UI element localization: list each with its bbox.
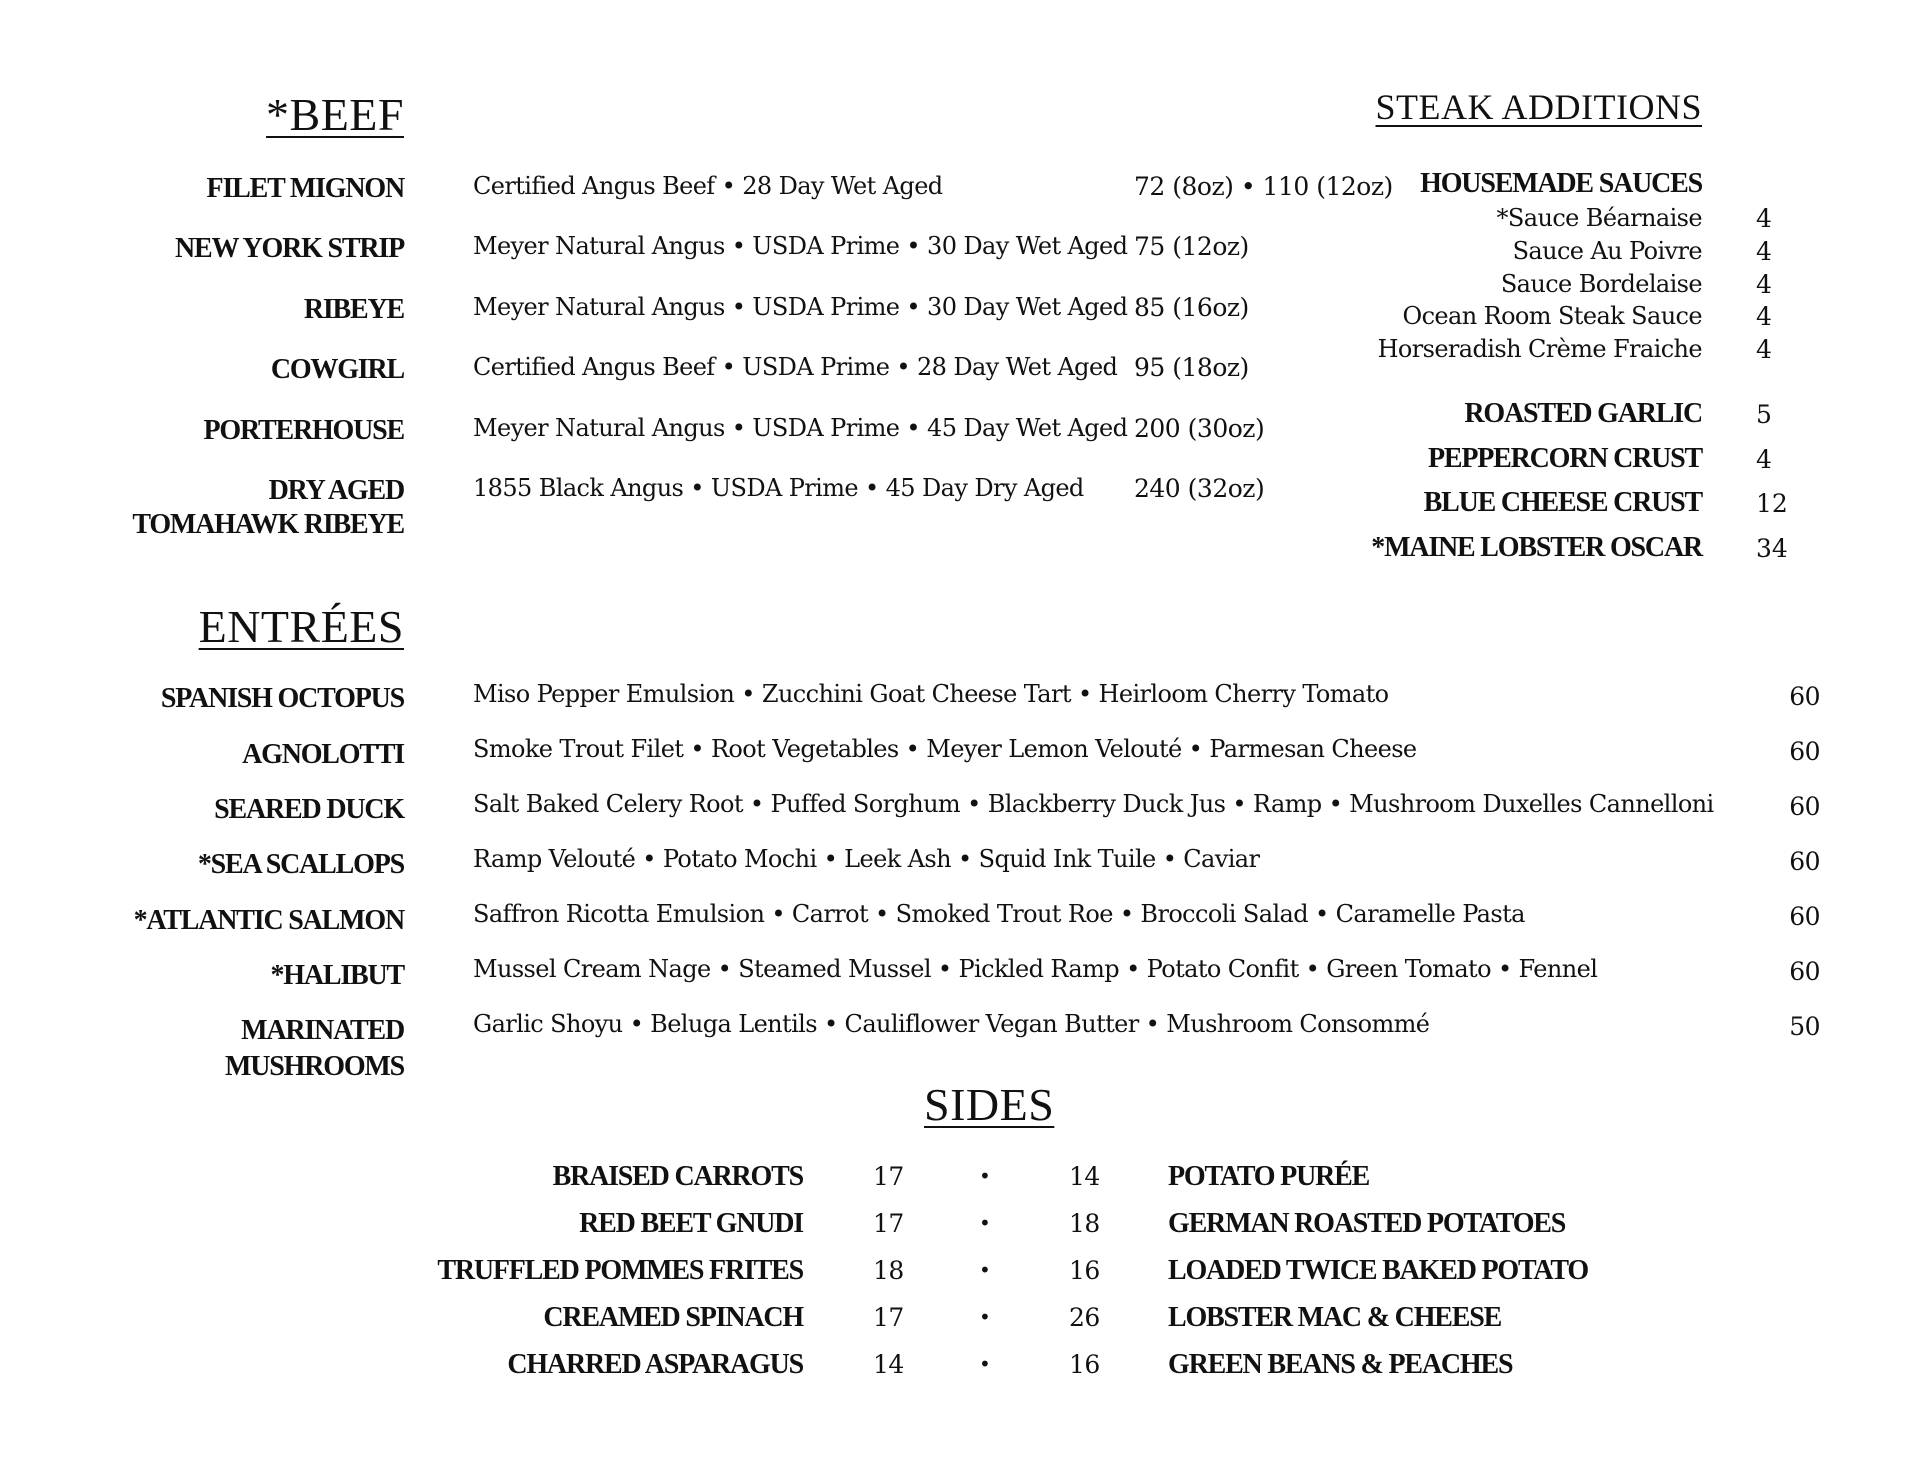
entree-item-price: 60 [1789,792,1820,821]
entree-item-desc: Mussel Cream Nage • Steamed Mussel • Pickled Ramp • Potato Confit • Green Tomato • Fennel [473,955,1598,983]
beef-item-name: DRY AGED [268,475,404,506]
entree-item-name: SEARED DUCK [214,794,404,825]
sauce-name: Ocean Room Steak Sauce [1402,302,1702,330]
sauce-price: 4 [1756,204,1772,233]
entrees-title: ENTRÉES [198,601,404,652]
beef-item-name: COWGIRL [270,354,404,385]
sauce-price: 4 [1756,270,1772,299]
entree-item-name: MARINATED [241,1015,404,1046]
beef-item-desc: Meyer Natural Angus • USDA Prime • 45 Day Wet Aged [473,414,1128,442]
beef-item-name-line2: TOMAHAWK RIBEYE [132,509,404,540]
side-price-left: 14 [873,1350,904,1379]
beef-item-name: RIBEYE [303,294,404,325]
beef-item-name: FILET MIGNON [206,173,404,204]
beef-item-price: 240 (32oz) [1134,474,1265,503]
entree-item-desc: Saffron Ricotta Emulsion • Carrot • Smoked Trout Roe • Broccoli Salad • Caramelle Pasta [473,900,1525,928]
side-divider-dot: • [979,1305,991,1329]
entree-item-desc: Smoke Trout Filet • Root Vegetables • Meyer Lemon Velouté • Parmesan Cheese [473,735,1417,763]
side-name-left: TRUFFLED POMMES FRITES [437,1255,803,1286]
entree-item-price: 60 [1789,682,1820,711]
side-price-right: 16 [1069,1350,1100,1379]
side-price-left: 17 [873,1162,904,1191]
side-price-right: 16 [1069,1256,1100,1285]
side-price-left: 17 [873,1303,904,1332]
addition-name: ROASTED GARLIC [1464,398,1702,429]
entree-item-desc: Garlic Shoyu • Beluga Lentils • Cauliflower Vegan Butter • Mushroom Consommé [473,1010,1430,1038]
addition-price: 34 [1756,534,1788,563]
side-name-left: RED BEET GNUDI [579,1208,803,1239]
beef-item-desc: Certified Angus Beef • USDA Prime • 28 Day Wet Aged [473,353,1118,381]
beef-item-desc: 1855 Black Angus • USDA Prime • 45 Day Dry Aged [473,474,1084,502]
entree-item-price: 60 [1789,737,1820,766]
side-name-right: GERMAN ROASTED POTATOES [1168,1208,1566,1239]
side-name-left: BRAISED CARROTS [552,1161,803,1192]
addition-price: 4 [1756,445,1772,474]
entree-item-name: *ATLANTIC SALMON [133,905,404,936]
addition-name: *MAINE LOBSTER OSCAR [1371,532,1702,563]
side-price-right: 18 [1069,1209,1100,1238]
sauce-name: Sauce Bordelaise [1500,270,1702,298]
entree-item-name-line2: MUSHROOMS [225,1051,404,1082]
beef-item-name: PORTERHOUSE [203,415,404,446]
sides-title: SIDES [924,1079,1055,1130]
beef-item-price: 75 (12oz) [1134,232,1249,261]
addition-price: 5 [1756,400,1772,429]
entree-item-price: 60 [1789,902,1820,931]
entree-item-price: 60 [1789,957,1820,986]
side-name-left: CREAMED SPINACH [543,1302,803,1333]
entree-item-name: AGNOLOTTI [242,739,404,770]
beef-item-price: 72 (8oz) • 110 (12oz) [1134,172,1393,201]
side-divider-dot: • [979,1352,991,1376]
addition-name: BLUE CHEESE CRUST [1423,487,1702,518]
addition-name: PEPPERCORN CRUST [1427,443,1702,474]
entree-item-name: SPANISH OCTOPUS [160,683,404,714]
side-price-left: 17 [873,1209,904,1238]
beef-title: *BEEF [266,89,404,140]
entree-item-name: *SEA SCALLOPS [197,849,404,880]
side-name-right: LOADED TWICE BAKED POTATO [1168,1255,1588,1286]
side-price-left: 18 [873,1256,904,1285]
side-name-right: POTATO PURÉE [1168,1161,1370,1192]
beef-item-price: 85 (16oz) [1134,293,1249,322]
side-price-right: 14 [1069,1162,1100,1191]
sauce-name: Horseradish Crème Fraiche [1377,335,1702,363]
sauce-price: 4 [1756,237,1772,266]
side-name-right: GREEN BEANS & PEACHES [1168,1349,1513,1380]
additions-title: STEAK ADDITIONS [1375,87,1702,127]
entree-item-desc: Salt Baked Celery Root • Puffed Sorghum • Blackberry Duck Jus • Ramp • Mushroom Duxelles Cannelloni [473,790,1714,818]
entree-item-price: 60 [1789,847,1820,876]
side-name-left: CHARRED ASPARAGUS [507,1349,803,1380]
beef-item-price: 95 (18oz) [1134,353,1249,382]
side-divider-dot: • [979,1211,991,1235]
entree-item-name: *HALIBUT [270,960,404,991]
side-divider-dot: • [979,1164,991,1188]
entree-item-desc: Ramp Velouté • Potato Mochi • Leek Ash • Squid Ink Tuile • Caviar [473,845,1260,873]
sauce-name: Sauce Au Poivre [1512,237,1702,265]
entree-item-price: 50 [1789,1012,1820,1041]
entree-item-desc: Miso Pepper Emulsion • Zucchini Goat Cheese Tart • Heirloom Cherry Tomato [473,680,1389,708]
addition-price: 12 [1756,489,1788,518]
sauce-name: *Sauce Béarnaise [1496,204,1702,232]
beef-item-name: NEW YORK STRIP [174,233,404,264]
beef-item-price: 200 (30oz) [1134,414,1265,443]
sauce-price: 4 [1756,335,1772,364]
side-price-right: 26 [1069,1303,1100,1332]
beef-item-desc: Certified Angus Beef • 28 Day Wet Aged [473,172,943,200]
beef-item-desc: Meyer Natural Angus • USDA Prime • 30 Day Wet Aged [473,232,1128,260]
side-divider-dot: • [979,1258,991,1282]
sauces-heading: HOUSEMADE SAUCES [1420,168,1702,199]
side-name-right: LOBSTER MAC & CHEESE [1168,1302,1502,1333]
sauce-price: 4 [1756,302,1772,331]
beef-item-desc: Meyer Natural Angus • USDA Prime • 30 Day Wet Aged [473,293,1128,321]
